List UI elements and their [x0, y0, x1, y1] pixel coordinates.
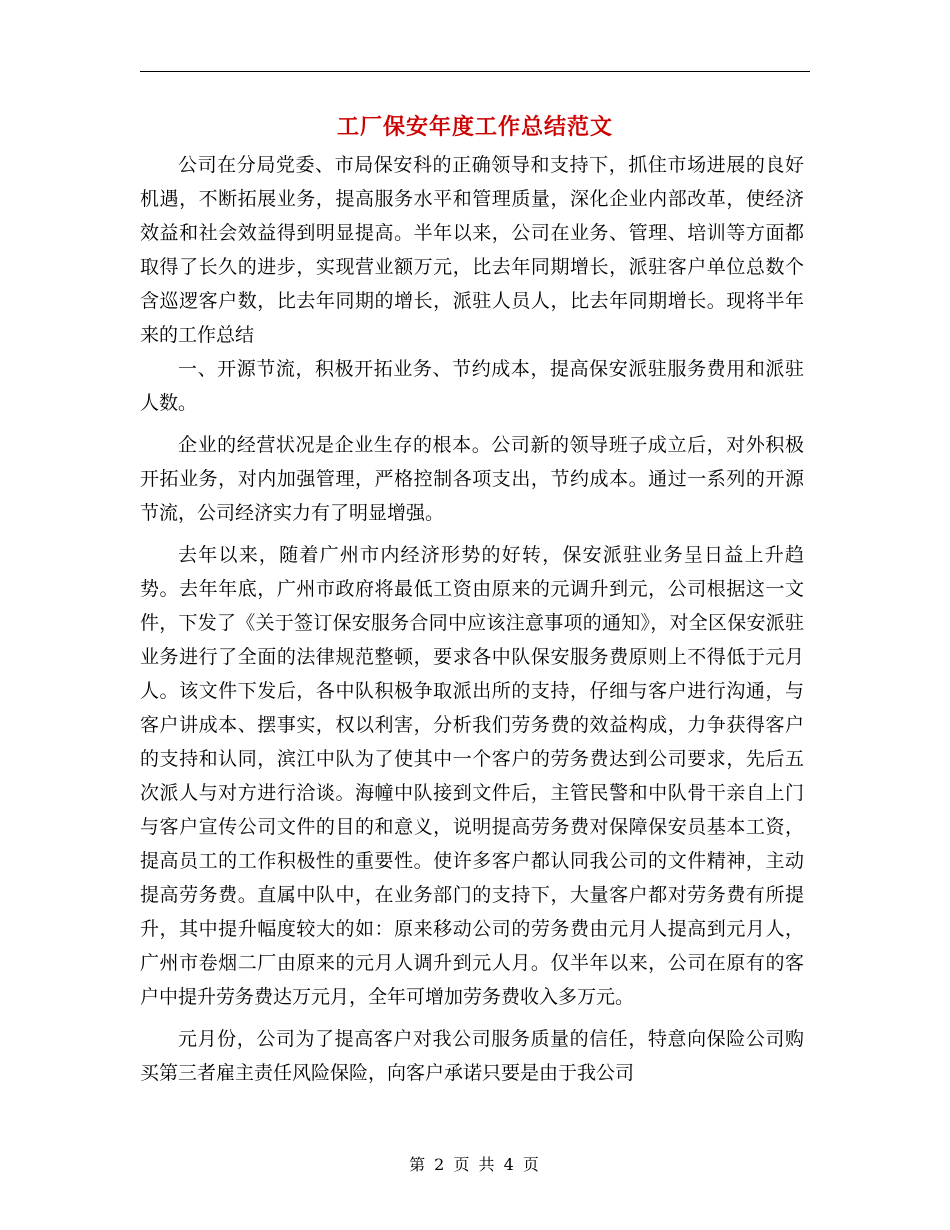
- paragraph-intro: 公司在分局党委、市局保安科的正确领导和支持下，抓住市场进展的良好机遇，不断拓展业务，提高服务水平和管理质量，深化企业内部改革，使经济效益和社会效益得到明显提高。半年以来，公司在业务、管理、培训等方面都取得了长久的进步，实现营业额万元，比去年同期增长，派驻客户单位总数个含巡逻客户数，比去年同期的增长，派驻人员人，比去年同期增长。现将半年来的工作总结: [140, 154, 804, 346]
- paragraph-insurance: 元月份，公司为了提高客户对我公司服务质量的信任，特意向保险公司购买第三者雇主责任风险保险，向客户承诺只要是由于我公司: [140, 1028, 804, 1084]
- document-title: 工厂保安年度工作总结范文: [336, 114, 613, 140]
- paragraph-service-fees: 去年以来，随着广州市内经济形势的好转，保安派驻业务呈日益上升趋势。去年年底，广州市政府将最低工资由原来的元调升到元，公司根据这一文件，下发了《关于签订保安服务合同中应该注意事项的通知》，对全区保安派驻业务进行了全面的法律规范整顿，要求各中队保安服务费原则上不得低于元月人。该文件下发后，各中队积极争取派出所的支持，仔细与客户进行沟通，与客户讲成本、摆事实，权以利害，分析我们劳务费的效益构成，力争获得客户的支持和认同，滨江中队为了使其中一个客户的劳务费达到公司要求，先后五次派人与对方进行洽谈。海幢中队接到文件后，主管民警和中队骨干亲自上门与客户宣传公司文件的目的和意义，说明提高劳务费对保障保安员基本工资，提高员工的工作积极性的重要性。使许多客户都认同我公司的文件精神，主动提高劳务费。直属中队中，在业务部门的支持下，大量客户都对劳务费有所提升，其中提升幅度较大的如：原来移动公司的劳务费由元月人提高到元月人，广州市卷烟二厂由原来的元月人调升到元人月。仅半年以来，公司在原有的客户中提升劳务费达万元月，全年可增加劳务费收入多万元。: [140, 544, 804, 1008]
- page-number-footer: 第 2 页 共 4 页: [409, 1155, 541, 1174]
- paragraph-operations: 企业的经营状况是企业生存的根本。公司新的领导班子成立后，对外积极开拓业务，对内加强管理，严格控制各项支出，节约成本。通过一系列的开源节流，公司经济实力有了明显增强。: [140, 434, 804, 524]
- section-heading-1: 一、开源节流，积极开拓业务、节约成本，提高保安派驻服务费用和派驻人数。: [140, 358, 804, 414]
- document-body: [140, 148, 804, 1090]
- header-rule: [140, 71, 810, 72]
